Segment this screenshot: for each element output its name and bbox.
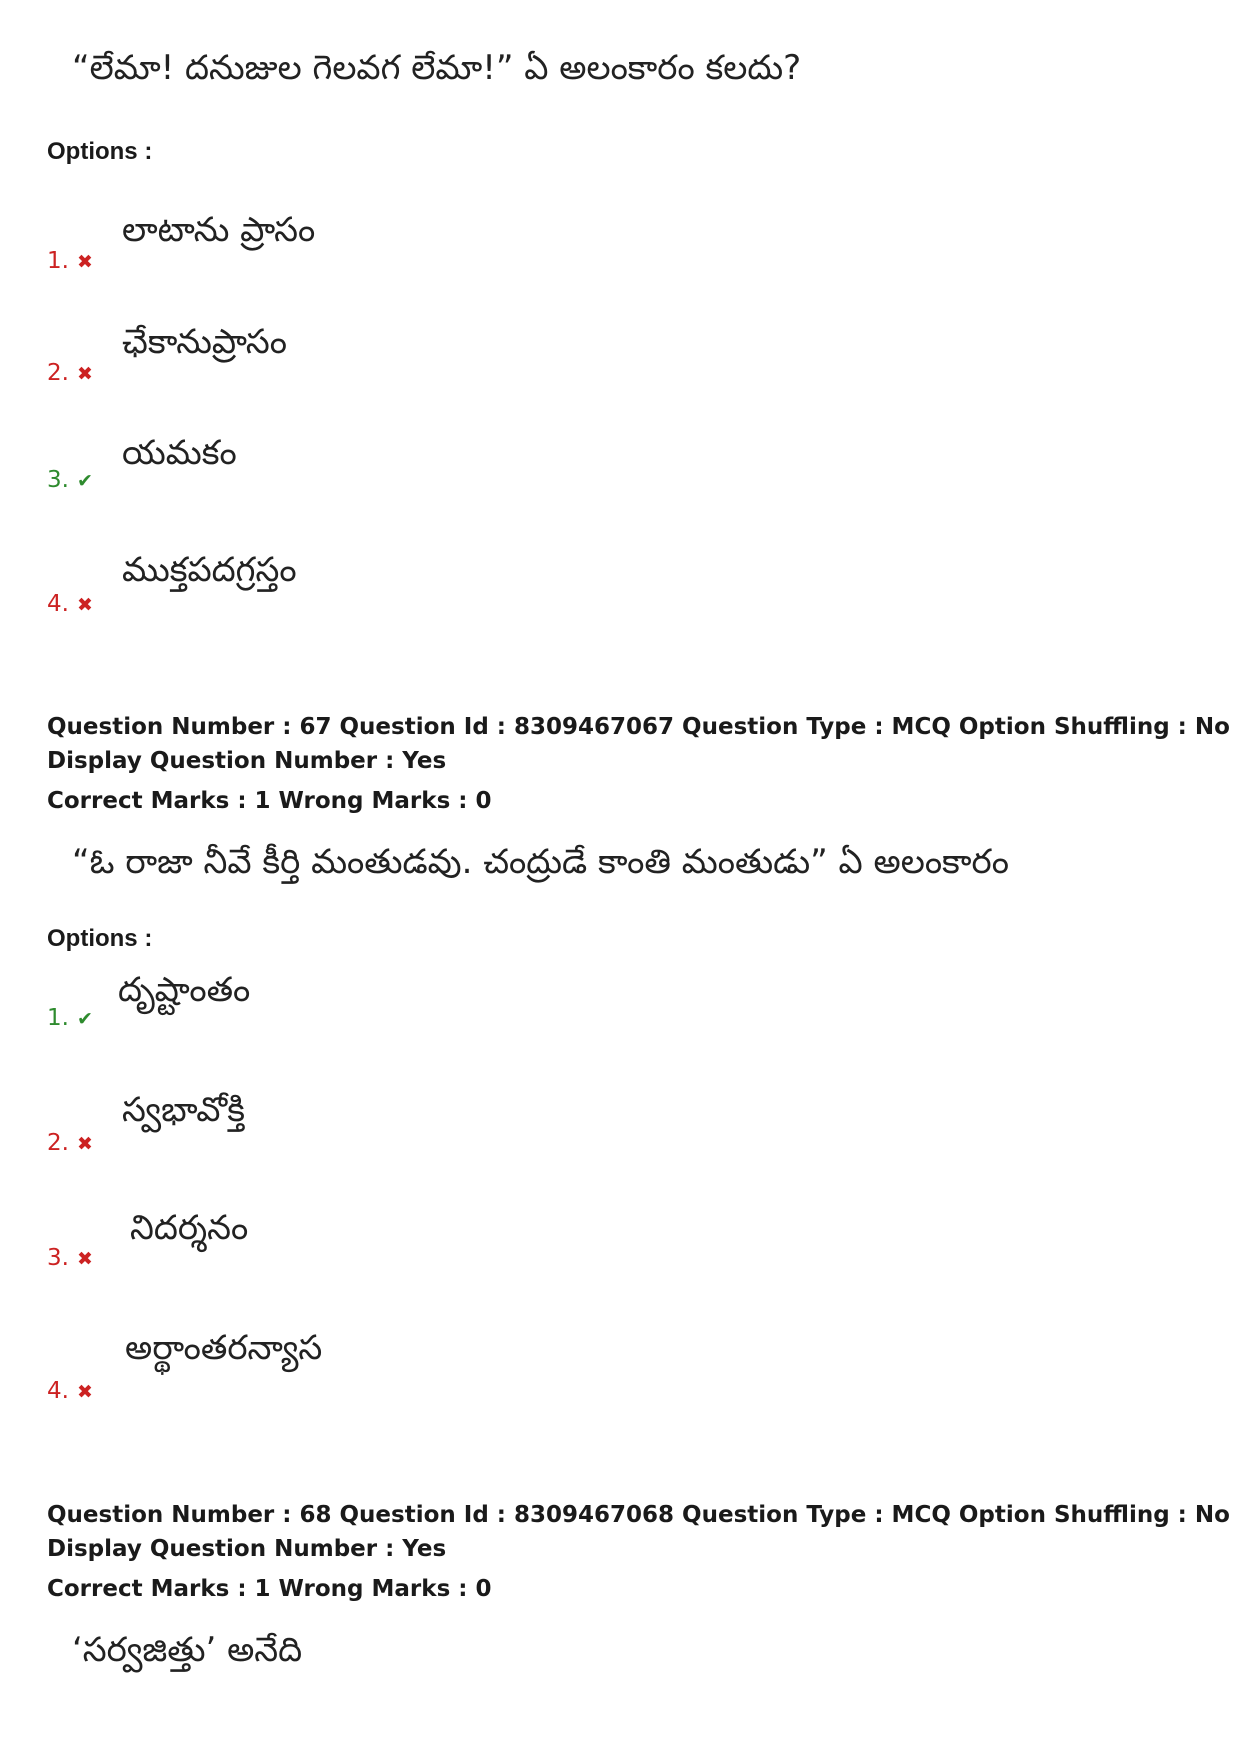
- options-label-67: Options :: [47, 925, 153, 952]
- q67-option-3-text: నిదర్శనం: [130, 1208, 249, 1248]
- q67-option-1-text: దృష్టాంతం: [118, 970, 251, 1010]
- checkmark-icon: ✔: [76, 470, 93, 492]
- q67-option-1: [47, 1005, 93, 1031]
- option-number: 1.: [47, 1005, 69, 1031]
- option-number: 2.: [47, 1130, 69, 1156]
- q67-option-2-text: స్వభావోక్తి: [122, 1090, 246, 1130]
- question-67-text: “ఓ రాజా నీవే కీర్తి మంతుడవు. చంద్రుడే కాంతి మంతుడు” ఏ అలంకారం: [72, 842, 1009, 882]
- cross-icon: ✖: [76, 1248, 93, 1270]
- option-number: 4.: [47, 1378, 69, 1404]
- q68-meta-line-2: Display Question Number : Yes: [47, 1536, 447, 1562]
- q66-option-4: [47, 591, 93, 617]
- q66-option-3: [47, 467, 93, 493]
- cross-icon: ✖: [76, 594, 93, 616]
- q66-option-2-text: ఛేకానుప్రాసం: [122, 322, 288, 362]
- cross-icon: ✖: [76, 1133, 93, 1155]
- options-label-66: Options :: [47, 138, 153, 165]
- q68-marks: Correct Marks : 1 Wrong Marks : 0: [47, 1576, 492, 1602]
- option-number: 2.: [47, 360, 69, 386]
- question-68-text: ‘సర్వజిత్తు’ అనేది: [72, 1630, 303, 1670]
- q66-option-2: [47, 360, 93, 386]
- option-number: 3.: [47, 1245, 69, 1271]
- cross-icon: ✖: [76, 251, 93, 273]
- checkmark-icon: ✔: [76, 1008, 93, 1030]
- q66-option-1-text: లాటాను ప్రాసం: [122, 210, 316, 250]
- q66-option-1: [47, 248, 93, 274]
- q67-option-4-text: అర్థాంతరన్యాస: [125, 1328, 323, 1368]
- cross-icon: ✖: [76, 363, 93, 385]
- q66-option-4-text: ముక్తపదగ్రస్తం: [122, 550, 297, 590]
- option-number: 1.: [47, 248, 69, 274]
- q67-meta-line-1: Question Number : 67 Question Id : 8309467067 Question Type : MCQ Option Shuffling : No: [47, 714, 1230, 740]
- q67-option-2: [47, 1130, 93, 1156]
- q67-meta-line-2: Display Question Number : Yes: [47, 748, 447, 774]
- cross-icon: ✖: [76, 1381, 93, 1403]
- question-66-text: “లేమా! దనుజుల గెలవగ లేమా!” ఏ అలంకారం కలదు?: [72, 48, 802, 88]
- q67-marks: Correct Marks : 1 Wrong Marks : 0: [47, 788, 492, 814]
- q67-option-4: [47, 1378, 93, 1404]
- option-number: 4.: [47, 591, 69, 617]
- q67-option-3: [47, 1245, 93, 1271]
- q66-option-3-text: యమకం: [122, 433, 237, 473]
- q68-meta-line-1: Question Number : 68 Question Id : 8309467068 Question Type : MCQ Option Shuffling : No: [47, 1502, 1230, 1528]
- option-number: 3.: [47, 467, 69, 493]
